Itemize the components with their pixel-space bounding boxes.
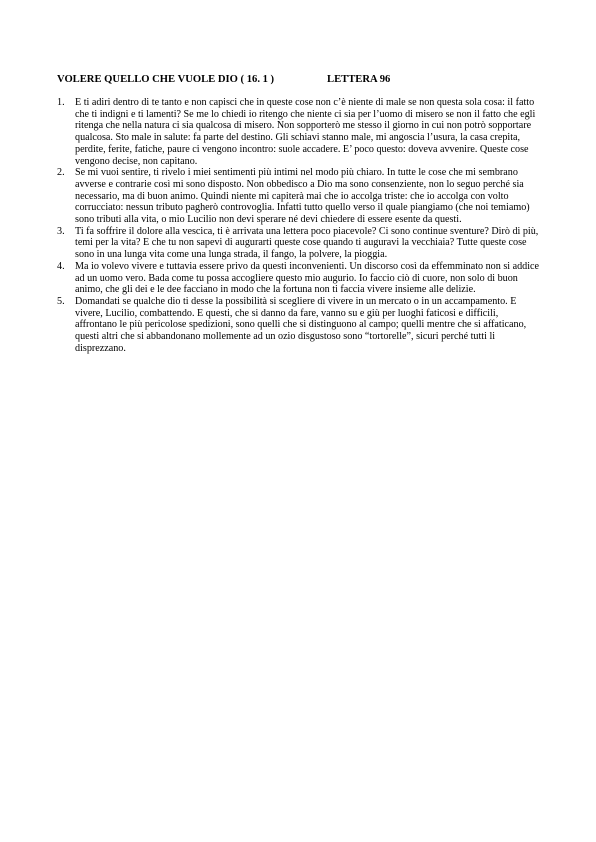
paragraph-list (57, 97, 542, 354)
document-title: VOLERE QUELLO CHE VUOLE DIO ( 16. 1 ) (57, 74, 275, 85)
letter-number: LETTERA 96 (327, 74, 391, 85)
paragraph-item (57, 97, 542, 167)
paragraph-number: 4. (57, 260, 65, 272)
paragraph-text: Ma io volevo vivere e tuttavia essere privo da questi inconvenienti. Un discorso così da effemminato non si addice ad un uomo vero. Bada come tu possa accogliere questo mio augurio. Io faccio ciò di cuore, non solo di buon animo, che gli dei e le dee facciano in modo che la fortuna non ti faccia vivere insieme alle delizie. (75, 260, 540, 296)
paragraph-text: Se mi vuoi sentire, ti rivelo i miei sentimenti più intimi nel modo più chiaro. In tutte le cose che mi sembrano avverse e contrarie così mi sono disposto. Non obbedisco a Dio ma sono consenziente, non lo seguo perché sia necessario, ma di buon animo. Quindi niente mi capiterà mai che io accolga triste: che io accolga con volto corrucciato: nessun tributo pagherò controvoglia. Infatti tutto quello verso il quale piangiamo (che noi temiamo) sono tributi alla vita, o mio Lucilio non devi sperare né devi chiedere di essere esente da questi. (75, 167, 530, 226)
paragraph-text: Domandati se qualche dio ti desse la possibilità si scegliere di vivere in un mercato o in un accampamento. E vivere, Lucilio, combattendo. E questi, che si danno da fare, vanno su e giù per luoghi faticosi e difficili, affrontano le più pericolose spedizioni, sono quelli che si distinguono al campo; quelli mentre che si affaticano, questi altri che si abbandonano mollemente ad un ozio disgustoso sono “tortorelle”, sicuri perché tutti li disprezzano. (75, 295, 527, 354)
paragraph-number: 1. (57, 97, 65, 108)
paragraph-item (57, 167, 542, 226)
paragraph-number: 5. (57, 295, 65, 307)
document-heading (57, 73, 547, 86)
paragraph-text: Ti fa soffrire il dolore alla vescica, ti è arrivata una lettera poco piacevole? Ci sono continue sventure? Dirò di più, temi per la vita? E che tu non sapevi di augurarti queste cose quando ti auguravi la vecchiaia? Tutte queste cose sono in una lunga vita come una lunga strada, il fango, la polvere, la pioggia. (75, 225, 539, 261)
paragraph-item (57, 296, 542, 355)
paragraph-item (57, 226, 542, 261)
paragraph-text: E ti adiri dentro di te tanto e non capisci che in queste cose non c’è niente di male se non questa sola cosa: il fatto che ti indigni e ti lamenti? Se me lo chiedi io ritengo che niente ci sia per l’uomo di misero se non il fatto che egli ritenga che nella natura ci sia qualcosa di misero. Non sopporterò me stesso il giorno in cui non potrò sopportare qualcosa. Sto male in salute: fa parte del destino. Gli schiavi stanno male, mi angoscia l’usura, la casa crepita, perdite, ferite, fatiche, paure ci vengono incontro: suole accadere. E’ poco questo: doveva avvenire. Queste cose vengono decise, non capitano. (75, 97, 536, 167)
paragraph-item (57, 261, 542, 296)
paragraph-number: 2. (57, 167, 65, 179)
paragraph-number: 3. (57, 225, 65, 237)
